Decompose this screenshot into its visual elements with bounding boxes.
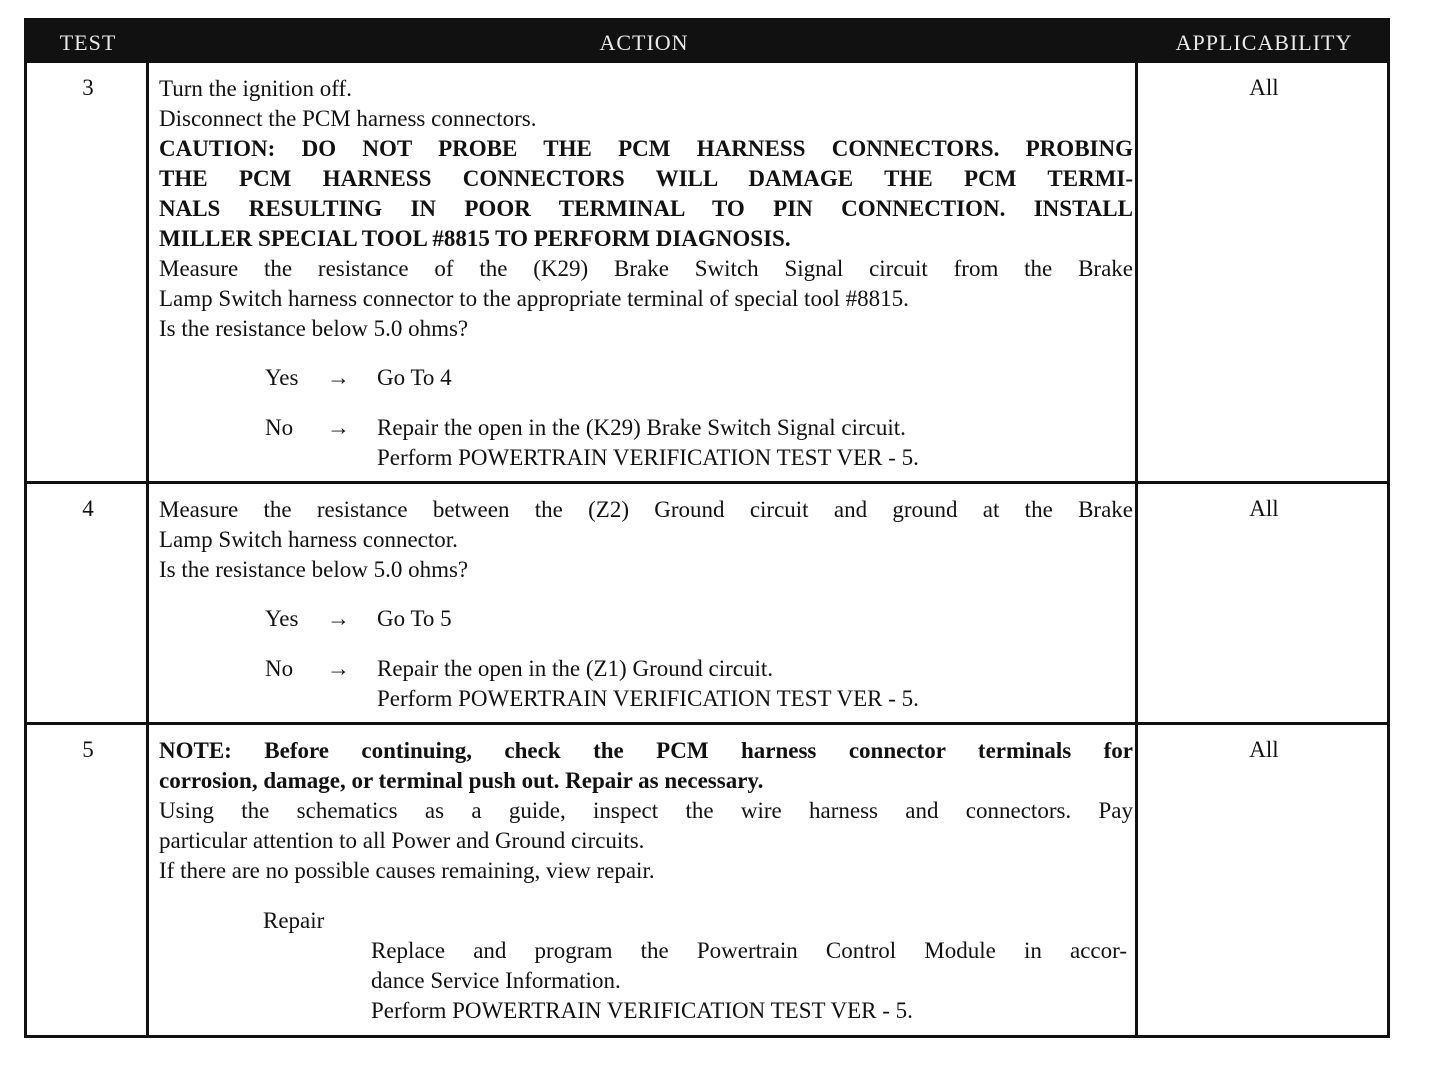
column-divider [146, 63, 149, 1035]
action-text [159, 495, 1133, 585]
caution-line: NALS RESULTING IN POOR TERMINAL TO PIN CONNECTION. INSTALL [159, 196, 1133, 221]
question-line: Is the resistance below 5.0 ohms? [159, 557, 469, 582]
repair-line: Perform POWERTRAIN VERIFICATION TEST VER - 5. [371, 998, 913, 1023]
table-header [27, 21, 1387, 63]
action-line: particular attention to all Power and Ground circuits. [159, 828, 645, 853]
caution-line: THE PCM HARNESS CONNECTORS WILL DAMAGE THE PCM TERMI- [159, 166, 1133, 191]
note-line: corrosion, damage, or terminal push out. Repair as necessary. [159, 768, 764, 793]
arrow-icon: → [327, 606, 350, 631]
no-text: Perform POWERTRAIN VERIFICATION TEST VER - 5. [377, 445, 919, 470]
action-line: Measure the resistance between the (Z2) Ground circuit and ground at the Brake [159, 497, 1133, 522]
action-line: Using the schematics as a guide, inspect the wire harness and connectors. Pay [159, 798, 1133, 823]
caution-line: CAUTION: DO NOT PROBE THE PCM HARNESS CONNECTORS. PROBING [159, 136, 1133, 161]
header-action: ACTION [599, 30, 689, 55]
no-label: No [265, 415, 294, 440]
header-applicability: APPLICABILITY [1175, 30, 1353, 55]
yes-text: Go To 5 [377, 606, 452, 631]
no-text: Perform POWERTRAIN VERIFICATION TEST VER - 5. [377, 686, 919, 711]
arrow-icon: → [327, 365, 350, 390]
repair-label: Repair [263, 908, 325, 933]
no-text: Repair the open in the (Z1) Ground circuit. [377, 656, 773, 681]
yes-text: Go To 4 [377, 365, 452, 390]
action-line: Lamp Switch harness connector to the appropriate terminal of special tool #8815. [159, 286, 909, 311]
arrow-icon: → [327, 656, 350, 681]
action-line: Disconnect the PCM harness connectors. [159, 106, 537, 131]
column-divider [1135, 63, 1138, 1035]
repair-line: dance Service Information. [371, 968, 621, 993]
applicability-value: All [1249, 737, 1279, 762]
arrow-icon: → [327, 415, 350, 440]
row-divider [27, 481, 1387, 484]
no-label: No [265, 656, 294, 681]
question-line: Is the resistance below 5.0 ohms? [159, 316, 469, 341]
test-number: 3 [82, 75, 94, 100]
action-text [159, 74, 1133, 344]
repair-line: Replace and program the Powertrain Control Module in accor- [371, 938, 1127, 963]
action-line: Turn the ignition off. [159, 76, 352, 101]
action-line: Measure the resistance of the (K29) Brake Switch Signal circuit from the Brake [159, 256, 1133, 281]
header-test: TEST [59, 30, 117, 55]
repair-text [371, 936, 1127, 1026]
row-divider [27, 722, 1387, 725]
action-text [159, 736, 1133, 886]
yes-label: Yes [265, 606, 299, 631]
no-text: Repair the open in the (K29) Brake Switch Signal circuit. [377, 415, 906, 440]
test-number: 5 [82, 737, 94, 762]
applicability-value: All [1249, 75, 1279, 100]
test-number: 4 [82, 496, 94, 521]
applicability-value: All [1249, 496, 1279, 521]
caution-line: MILLER SPECIAL TOOL #8815 TO PERFORM DIAGNOSIS. [159, 226, 791, 251]
action-line: If there are no possible causes remaining, view repair. [159, 858, 655, 883]
diagnostic-table [24, 18, 1390, 1038]
note-line: NOTE: Before continuing, check the PCM harness connector terminals for [159, 738, 1133, 763]
yes-label: Yes [265, 365, 299, 390]
action-line: Lamp Switch harness connector. [159, 527, 458, 552]
